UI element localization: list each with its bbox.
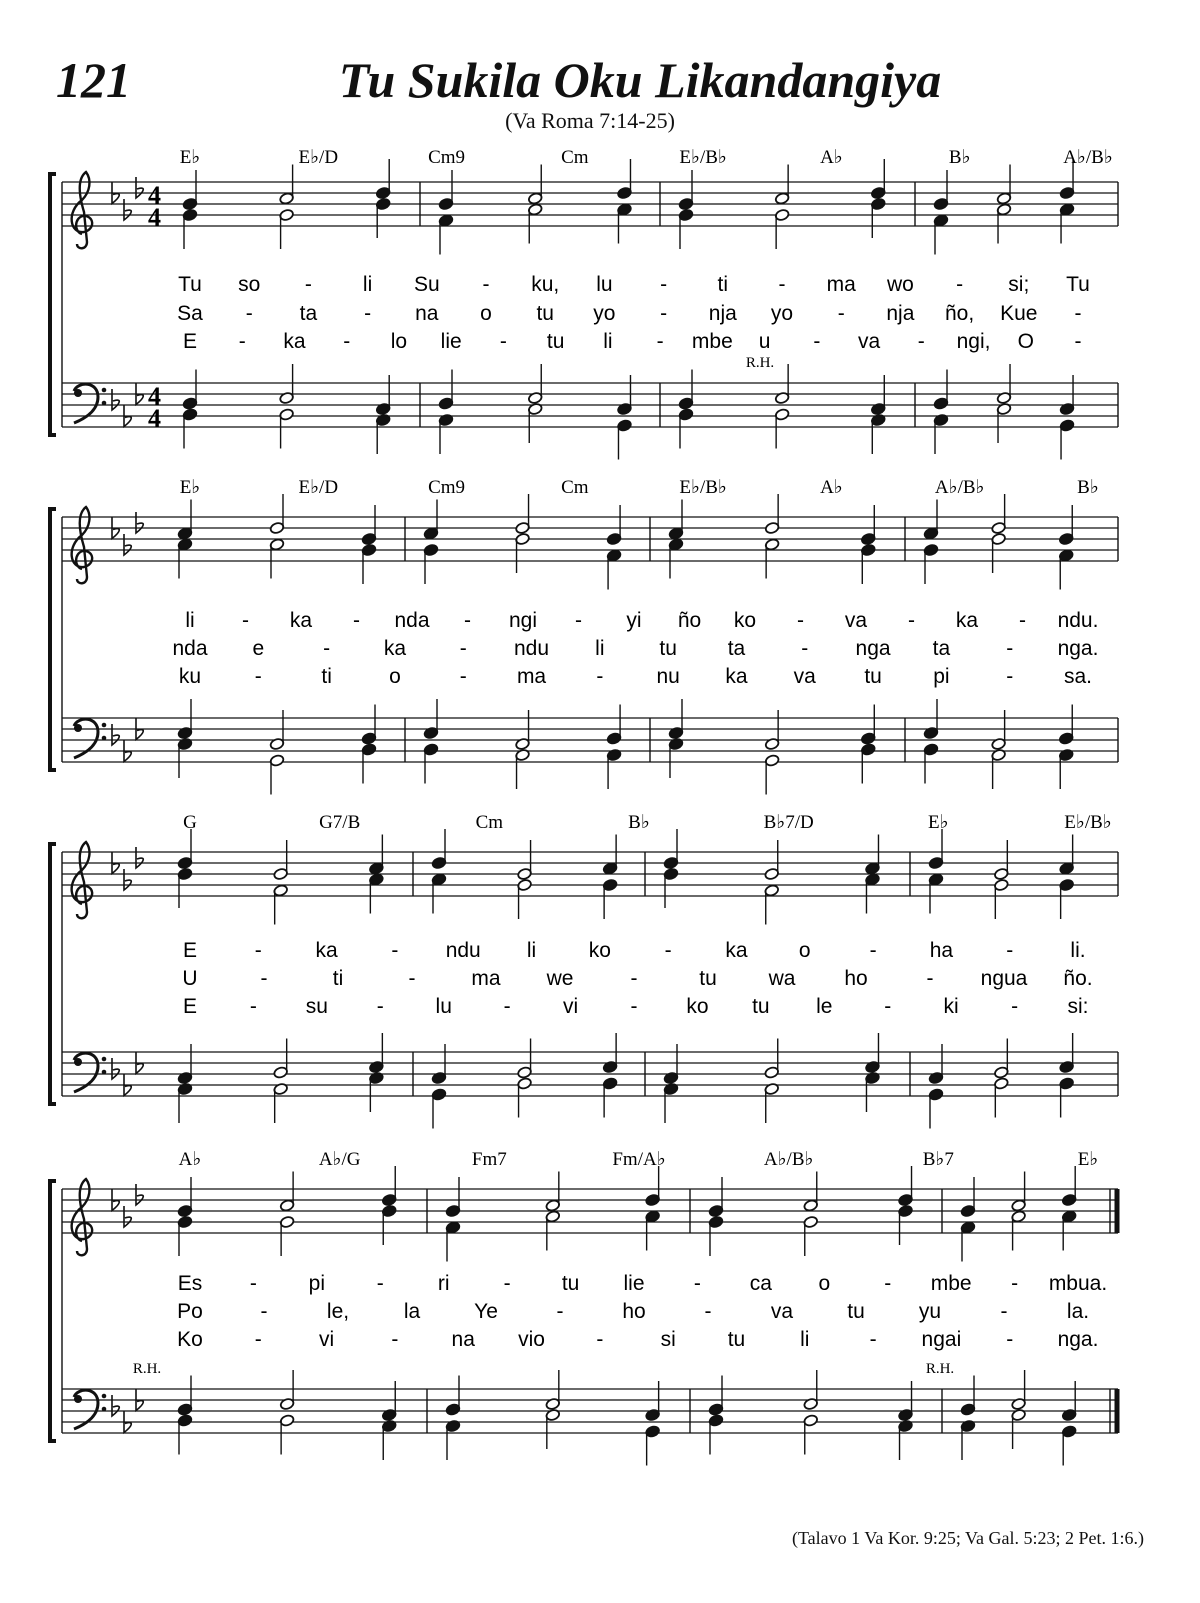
- lyric-syllable: -: [660, 273, 668, 296]
- lyric-syllable: -: [884, 995, 892, 1018]
- lyric-syllable: mbe: [691, 330, 733, 353]
- lyric-syllable: Ko: [177, 1328, 203, 1351]
- bass-clef-dot: [74, 1395, 82, 1403]
- lyric-syllable: -: [908, 609, 915, 632]
- lyric-syllable: E: [182, 939, 198, 962]
- lyric-syllable: -: [254, 939, 262, 962]
- flat-sign: [124, 869, 131, 890]
- chord-symbol: E♭/D: [298, 477, 339, 498]
- chord-symbol: B♭: [1077, 477, 1099, 498]
- footer-reference: (Talavo 1 Va Kor. 9:25; Va Gal. 5:23; 2 Pet. 1:6.): [791, 1528, 1144, 1548]
- lyric-syllable: va: [857, 330, 881, 353]
- music-system: [50, 147, 1118, 460]
- lyric-syllable: ndu: [514, 637, 550, 660]
- flat-sign: [136, 847, 143, 868]
- lyric-syllable: O: [1017, 330, 1034, 353]
- right-hand-marking: R.H.: [745, 355, 775, 371]
- lyric-syllable: nda: [394, 609, 430, 632]
- chord-symbol: A♭/B♭: [763, 1149, 814, 1170]
- lyric-syllable: E: [182, 995, 198, 1018]
- chord-symbol: A♭/B♭: [934, 477, 985, 498]
- lyric-syllable: lu: [435, 995, 452, 1018]
- lyric-syllable: -: [242, 609, 249, 632]
- lyric-syllable: -: [376, 1272, 384, 1295]
- lyric-syllable: tu: [727, 1328, 746, 1351]
- flat-sign: [136, 177, 143, 198]
- lyric-syllable: -: [459, 665, 467, 688]
- chord-symbol: G: [183, 812, 197, 833]
- lyric-syllable: -: [1006, 939, 1014, 962]
- lyric-syllable: ka: [289, 609, 313, 632]
- lyric-syllable: o: [818, 1272, 831, 1295]
- lyric-syllable: ngi,: [956, 330, 991, 353]
- bass-clef-dot: [102, 388, 107, 393]
- lyric-syllable: yu: [918, 1300, 942, 1323]
- chord-symbol: E♭: [179, 477, 201, 498]
- lyric-syllable: -: [1006, 665, 1014, 688]
- lyric-syllable: ki: [943, 995, 959, 1018]
- chord-symbol: B♭: [628, 812, 650, 833]
- system-bracket: [50, 174, 56, 435]
- lyric-syllable: sa.: [1063, 665, 1093, 688]
- chord-symbol: A♭: [820, 477, 843, 498]
- time-signature-denominator: 4: [148, 203, 161, 232]
- lyric-syllable: Tu: [178, 273, 202, 296]
- lyric-syllable: Ye: [474, 1300, 498, 1323]
- bass-clef-dot: [102, 1057, 107, 1062]
- chord-symbol: A♭/G: [318, 1149, 361, 1170]
- system-bracket: [50, 844, 56, 1104]
- lyric-syllable: -: [704, 1300, 712, 1323]
- lyric-syllable: o: [798, 939, 811, 962]
- lyric-syllable: ca: [749, 1272, 772, 1295]
- lyric-syllable: ngua: [980, 967, 1028, 990]
- lyric-syllable: Po: [177, 1300, 203, 1323]
- lyric-syllable: ko: [686, 995, 709, 1018]
- lyric-syllable: -: [353, 609, 360, 632]
- lyric-syllable: -: [1011, 995, 1019, 1018]
- chord-symbol: E♭/D: [298, 147, 339, 168]
- lyric-syllable: nga: [855, 637, 891, 660]
- chord-symbol: Cm: [561, 477, 589, 498]
- lyric-syllable: nja: [708, 302, 737, 325]
- lyric-syllable: si;: [1008, 273, 1030, 296]
- lyric-syllable: -: [1006, 1328, 1014, 1351]
- lyric-syllable: -: [884, 1272, 892, 1295]
- lyric-syllable: nga.: [1057, 1328, 1099, 1351]
- flat-sign: [112, 1058, 119, 1079]
- lyric-syllable: -: [459, 637, 467, 660]
- lyric-syllable: nu: [656, 665, 680, 688]
- lyric-syllable: su: [305, 995, 328, 1018]
- lyric-syllable: mbe: [930, 1272, 972, 1295]
- lyric-syllable: na: [451, 1328, 475, 1351]
- bass-clef-dot: [102, 1070, 107, 1075]
- lyric-syllable: li: [800, 1328, 810, 1351]
- lyric-syllable: ta: [727, 637, 746, 660]
- chord-symbol: Fm/A♭: [612, 1149, 666, 1170]
- lyric-syllable: yi: [626, 609, 642, 632]
- lyric-syllable: pi: [933, 665, 950, 688]
- flat-sign: [112, 724, 119, 745]
- lyric-syllable: -: [245, 302, 253, 325]
- lyric-syllable: E: [182, 330, 198, 353]
- chord-symbol: E♭: [928, 812, 949, 833]
- lyric-syllable: -: [797, 609, 804, 632]
- lyric-syllable: ka: [955, 609, 979, 632]
- lyric-syllable: so: [238, 273, 261, 296]
- lyric-syllable: tu: [752, 995, 770, 1018]
- lyric-syllable: Su: [413, 273, 440, 296]
- lyric-syllable: yo: [770, 302, 794, 325]
- lyric-syllable: le,: [326, 1300, 350, 1323]
- lyric-syllable: si:: [1067, 995, 1089, 1018]
- lyric-syllable: lu: [596, 273, 613, 296]
- lyric-syllable: lie: [623, 1272, 645, 1295]
- chord-symbol: A♭: [178, 1149, 202, 1170]
- chord-symbol: E♭: [1077, 1149, 1099, 1170]
- chord-symbol: E♭: [179, 147, 201, 168]
- lyric-syllable: li: [603, 330, 613, 353]
- lyric-syllable: -: [464, 609, 471, 632]
- lyric-syllable: ño,: [944, 302, 975, 325]
- lyric-syllable: ta: [299, 302, 318, 325]
- lyric-syllable: -: [503, 995, 511, 1018]
- lyric-syllable: -: [869, 939, 877, 962]
- lyric-syllable: li: [362, 273, 373, 296]
- lyric-syllable: li.: [1070, 939, 1086, 962]
- lyric-syllable: -: [1074, 330, 1082, 353]
- lyric-syllable: ku,: [531, 273, 560, 296]
- lyric-syllable: ndu: [445, 939, 481, 962]
- lyric-syllable: -: [408, 967, 416, 990]
- chord-symbol: B♭: [948, 147, 971, 168]
- lyric-syllable: ma: [471, 967, 501, 990]
- lyric-syllable: le: [816, 995, 833, 1018]
- lyric-syllable: yo: [593, 302, 616, 325]
- lyric-syllable: lo: [390, 330, 408, 353]
- flat-sign: [136, 512, 143, 533]
- lyric-syllable: -: [596, 1328, 604, 1351]
- lyric-syllable: -: [391, 939, 399, 962]
- lyric-syllable: e: [252, 637, 265, 660]
- lyric-syllable: wa: [768, 967, 796, 990]
- flat-sign: [112, 1395, 119, 1416]
- flat-sign: [136, 1184, 143, 1205]
- bass-clef-dot: [74, 724, 82, 732]
- lyric-syllable: ngi: [508, 609, 538, 632]
- lyric-syllable: -: [1019, 609, 1026, 632]
- lyric-syllable: -: [813, 330, 821, 353]
- lyric-syllable: -: [1006, 637, 1014, 660]
- lyric-syllable: -: [391, 1328, 399, 1351]
- lyric-syllable: va: [844, 609, 868, 632]
- lyric-syllable: o: [480, 302, 492, 325]
- lyric-syllable: -: [304, 273, 312, 296]
- chord-symbol: Fm7: [471, 1149, 507, 1170]
- bass-clef-dot: [102, 1394, 107, 1399]
- lyric-syllable: -: [1000, 1300, 1008, 1323]
- lyric-syllable: -: [926, 967, 934, 990]
- lyric-syllable: nga.: [1057, 637, 1099, 660]
- lyric-syllable: ku: [178, 665, 202, 688]
- lyric-syllable: ma: [516, 665, 547, 688]
- flat-sign: [124, 1206, 131, 1227]
- lyric-syllable: tu: [546, 330, 565, 353]
- lyric-syllable: -: [1011, 1272, 1019, 1295]
- lyric-syllable: -: [254, 1328, 262, 1351]
- lyric-syllable: va: [793, 665, 816, 688]
- lyric-syllable: -: [556, 1300, 564, 1323]
- lyric-syllable: la: [403, 1300, 421, 1323]
- lyric-syllable: ngai: [921, 1328, 962, 1351]
- bass-clef-dot: [102, 723, 107, 728]
- lyric-syllable: -: [503, 1272, 511, 1295]
- lyric-syllable: -: [693, 1272, 701, 1295]
- lyric-syllable: tu: [864, 665, 882, 688]
- lyric-syllable: -: [917, 330, 925, 353]
- lyric-syllable: -: [837, 302, 845, 325]
- lyric-syllable: na: [415, 302, 439, 325]
- bass-clef-dot: [102, 1407, 107, 1412]
- time-signature-denominator: 4: [148, 404, 161, 433]
- lyric-syllable: ho: [844, 967, 868, 990]
- lyric-syllable: -: [869, 1328, 877, 1351]
- lyric-syllable: li: [595, 637, 605, 660]
- lyric-syllable: Kue: [1000, 302, 1038, 325]
- lyric-syllable: -: [482, 273, 490, 296]
- lyric-syllable: ka: [725, 665, 748, 688]
- lyric-syllable: ka: [283, 330, 306, 353]
- right-hand-marking: R.H.: [925, 1361, 955, 1377]
- music-system: [50, 812, 1118, 1129]
- lyric-syllable: ño: [677, 609, 702, 632]
- lyric-syllable: ma: [826, 273, 856, 296]
- lyric-syllable: -: [630, 995, 638, 1018]
- system-bracket: [50, 1181, 56, 1441]
- chord-symbol: Cm9: [428, 477, 466, 498]
- lyric-syllable: ti: [321, 665, 332, 688]
- lyric-syllable: ti: [717, 273, 729, 296]
- lyric-syllable: tu: [561, 1272, 580, 1295]
- lyric-syllable: -: [376, 995, 384, 1018]
- lyric-syllable: Sa: [177, 302, 203, 325]
- lyric-syllable: ri: [437, 1272, 450, 1295]
- lyric-syllable: -: [238, 330, 246, 353]
- lyric-syllable: ho: [622, 1300, 646, 1323]
- lyric-syllable: Tu: [1066, 273, 1090, 296]
- chord-symbol: Cm: [475, 812, 504, 833]
- lyric-syllable: ka: [725, 939, 748, 962]
- lyric-syllable: ka: [383, 637, 407, 660]
- chord-symbol: Cm9: [428, 147, 466, 168]
- lyric-syllable: -: [801, 637, 809, 660]
- chord-symbol: B♭7/D: [763, 812, 814, 833]
- chord-symbol: A♭: [820, 147, 843, 168]
- right-hand-marking: R.H.: [132, 1361, 162, 1377]
- lyric-syllable: -: [249, 1272, 257, 1295]
- chord-symbol: E♭/B♭: [679, 477, 727, 498]
- lyric-syllable: la.: [1066, 1300, 1090, 1323]
- lyric-syllable: wo: [886, 273, 914, 296]
- lyric-syllable: nda: [172, 637, 208, 660]
- lyric-syllable: -: [254, 665, 262, 688]
- lyric-syllable: -: [956, 273, 964, 296]
- bass-clef-dot: [74, 389, 82, 397]
- hymn-title: Tu Sukila Oku Likandangiya: [338, 52, 942, 108]
- lyric-syllable: Es: [177, 1272, 203, 1295]
- lyric-syllable: -: [596, 665, 604, 688]
- lyric-syllable: ndu.: [1057, 609, 1099, 632]
- lyric-syllable: -: [778, 273, 786, 296]
- lyric-syllable: u: [758, 330, 771, 353]
- lyric-syllable: -: [575, 609, 582, 632]
- lyric-syllable: li: [185, 609, 195, 632]
- bass-clef-dot: [102, 401, 107, 406]
- lyric-syllable: tu: [536, 302, 554, 325]
- lyric-syllable: -: [660, 302, 668, 325]
- bass-clef-dot: [74, 1058, 82, 1066]
- hymn-number: 121: [56, 52, 131, 108]
- lyric-syllable: -: [499, 330, 507, 353]
- treble-clef-icon: [72, 1179, 93, 1255]
- lyric-syllable: -: [343, 330, 351, 353]
- lyric-syllable: ta: [932, 637, 951, 660]
- lyric-syllable: -: [630, 967, 638, 990]
- lyric-syllable: we: [546, 967, 574, 990]
- lyric-syllable: ti: [332, 967, 344, 990]
- time-signature-numerator: 4: [148, 382, 161, 411]
- lyric-syllable: ko: [733, 609, 757, 632]
- lyric-syllable: ko: [588, 939, 611, 962]
- lyric-syllable: tu: [699, 967, 717, 990]
- lyric-syllable: -: [664, 939, 672, 962]
- chord-symbol: B♭7: [922, 1149, 954, 1170]
- lyric-syllable: tu: [659, 637, 677, 660]
- lyric-syllable: vi: [562, 995, 579, 1018]
- music-system: [50, 1149, 1118, 1466]
- chord-symbol: Cm: [561, 147, 589, 168]
- lyric-syllable: si: [660, 1328, 676, 1351]
- flat-sign: [124, 534, 131, 555]
- lyric-syllable: o: [389, 665, 401, 688]
- treble-clef-icon: [72, 172, 93, 248]
- lyric-syllable: -: [323, 637, 331, 660]
- flat-sign: [124, 199, 131, 220]
- treble-clef-icon: [72, 507, 93, 583]
- lyric-syllable: va: [770, 1300, 794, 1323]
- bass-clef-dot: [102, 736, 107, 741]
- lyric-syllable: lie: [440, 330, 462, 353]
- flat-sign: [112, 389, 119, 410]
- lyric-syllable: -: [249, 995, 257, 1018]
- chord-symbol: A♭/B♭: [1063, 147, 1113, 168]
- lyric-syllable: ño.: [1063, 967, 1093, 990]
- lyric-syllable: ha: [929, 939, 954, 962]
- lyric-syllable: -: [260, 1300, 268, 1323]
- music-system: [50, 477, 1118, 795]
- lyric-syllable: mbua.: [1048, 1272, 1108, 1295]
- lyric-syllable: ka: [315, 939, 338, 962]
- lyric-syllable: U: [182, 967, 198, 990]
- system-bracket: [50, 509, 56, 770]
- lyric-syllable: li: [526, 939, 537, 962]
- lyric-syllable: nja: [886, 302, 915, 325]
- lyric-syllable: -: [656, 330, 664, 353]
- lyric-syllable: vi: [319, 1328, 335, 1351]
- lyric-syllable: vio: [518, 1328, 545, 1351]
- lyric-syllable: -: [364, 302, 372, 325]
- scripture-reference: (Va Roma 7:14-25): [505, 108, 675, 133]
- chord-symbol: G7/B: [319, 812, 361, 833]
- treble-clef-icon: [72, 842, 93, 918]
- lyric-syllable: -: [260, 967, 268, 990]
- chord-symbol: E♭/B♭: [1064, 812, 1112, 833]
- lyric-syllable: tu: [847, 1300, 865, 1323]
- chord-symbol: E♭/B♭: [679, 147, 727, 168]
- lyric-syllable: -: [1074, 302, 1082, 325]
- time-signature-numerator: 4: [148, 181, 161, 210]
- lyric-syllable: pi: [308, 1272, 326, 1295]
